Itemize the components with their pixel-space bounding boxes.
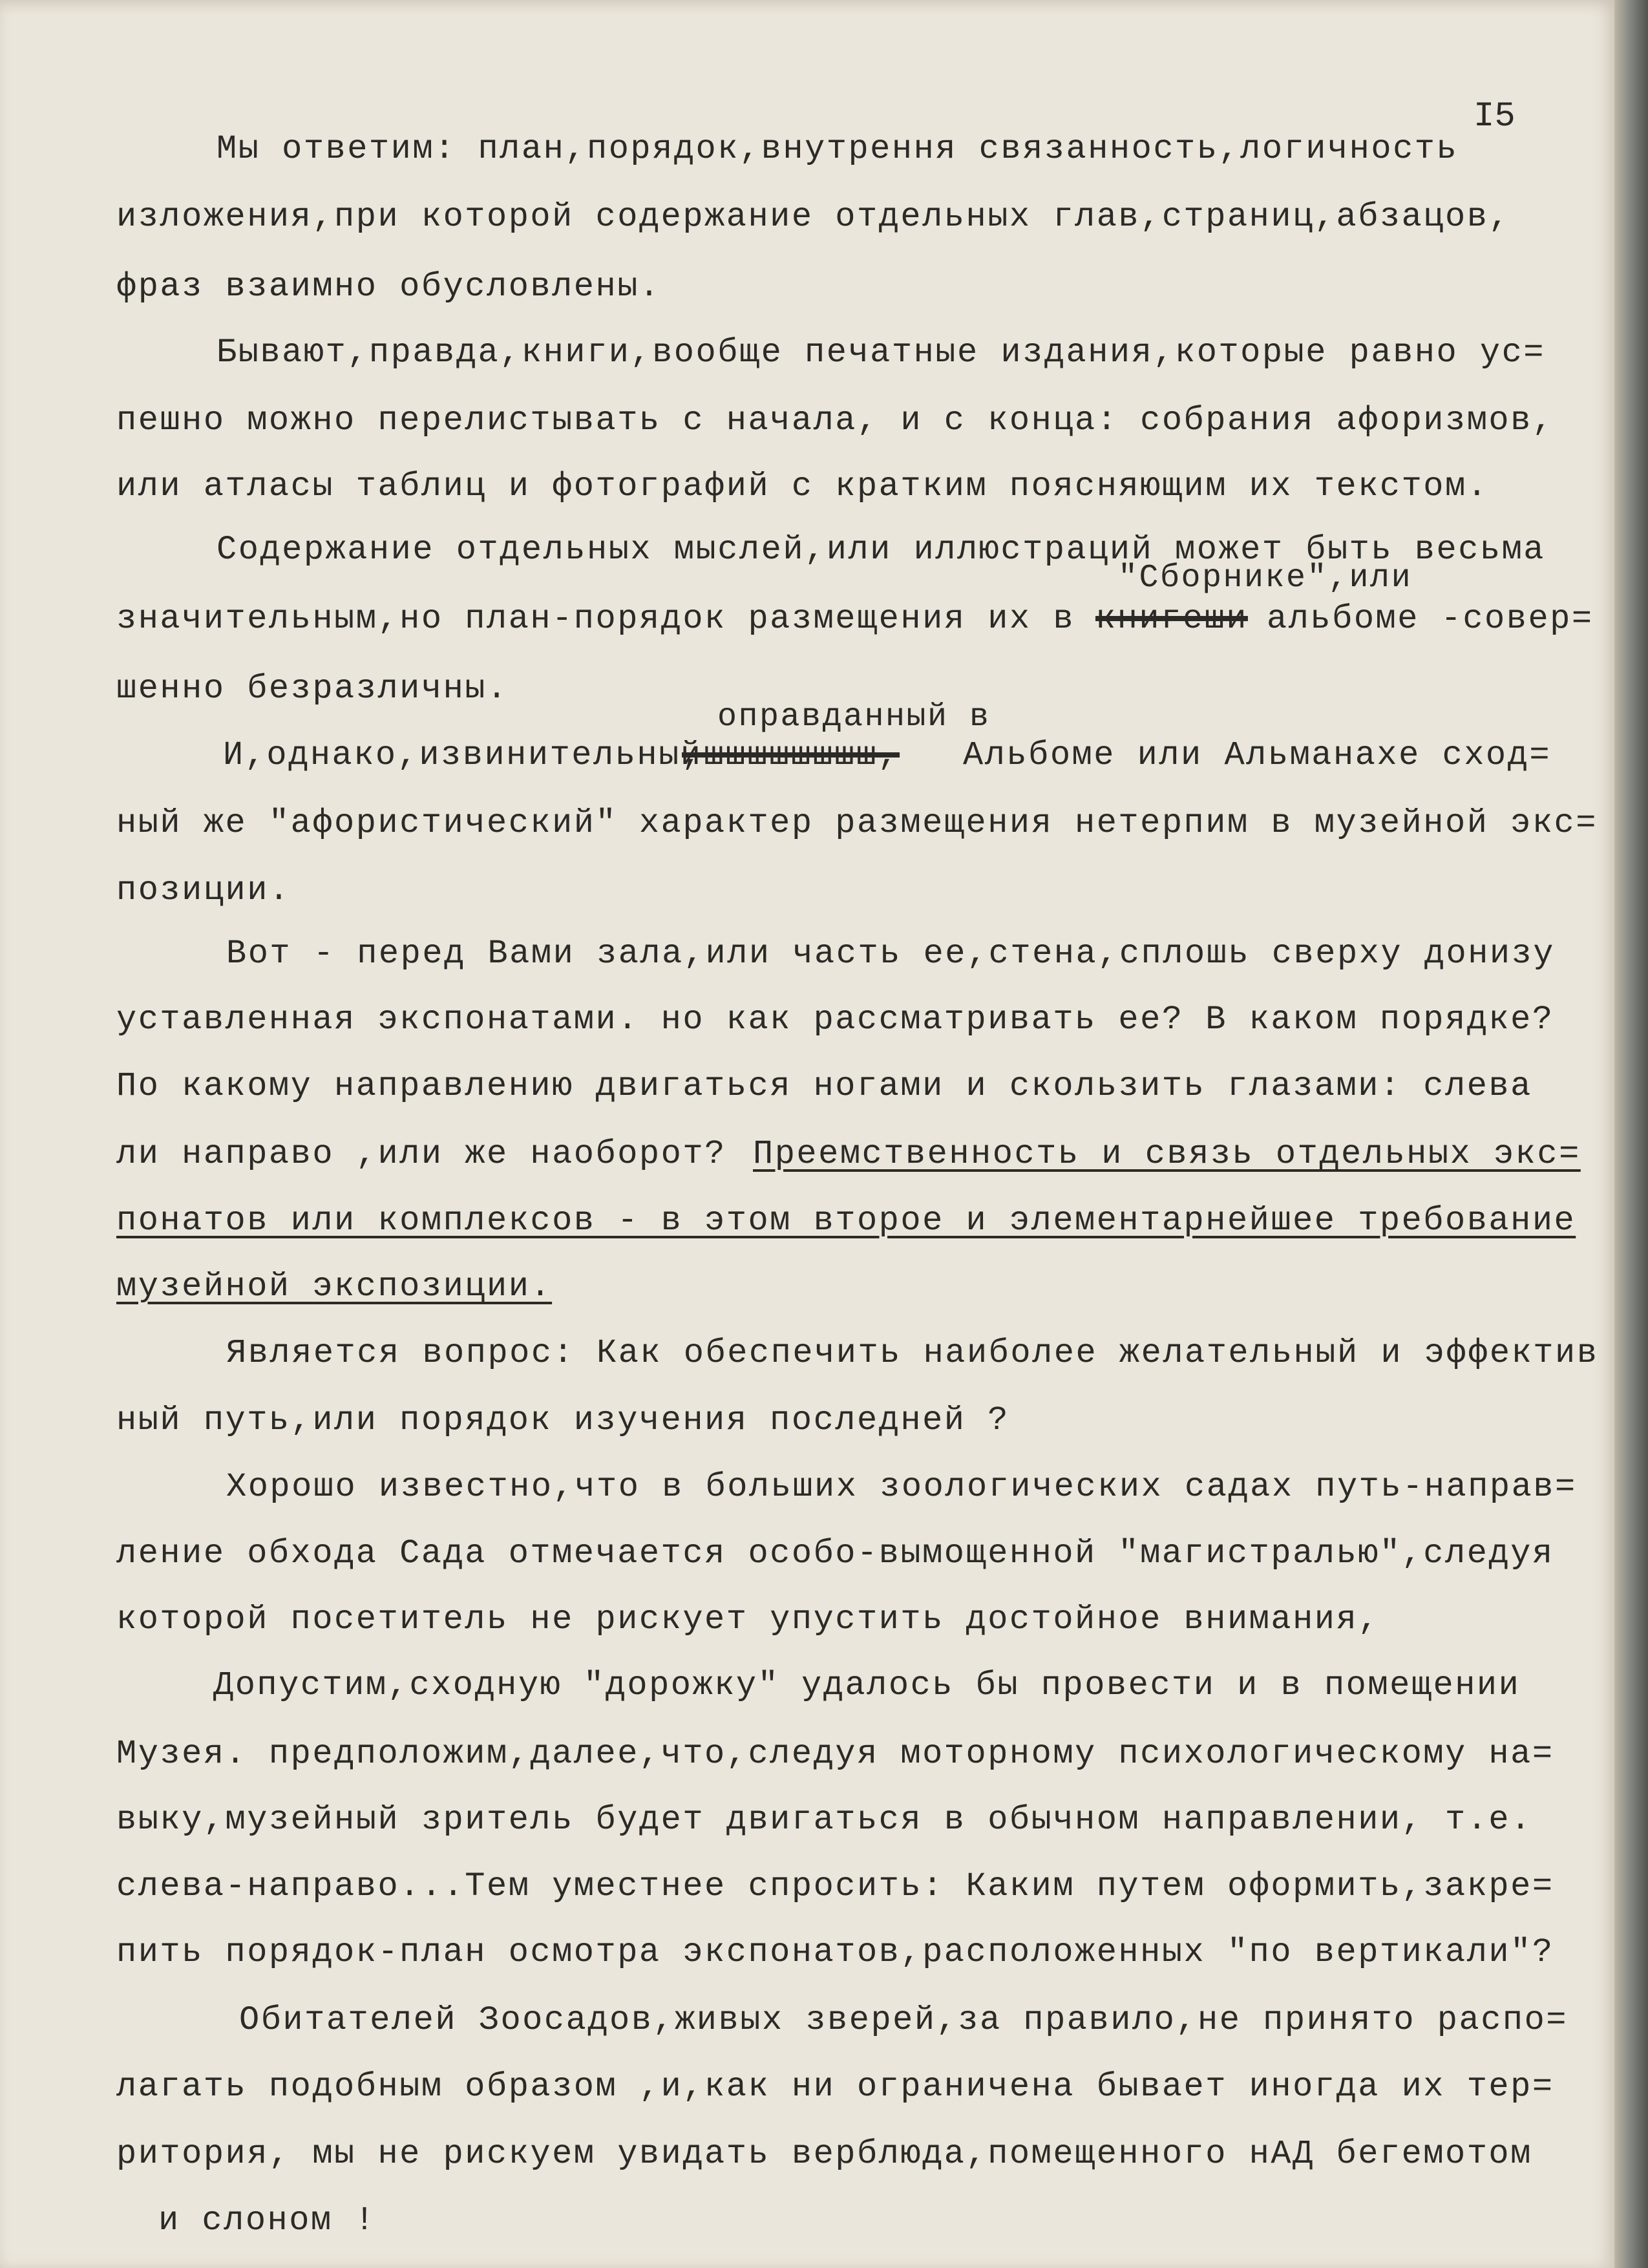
text-line: и слоном ! bbox=[158, 2201, 377, 2240]
text-line: Бывают,правда,книги,вообще печатные издания,которые равно ус= bbox=[217, 334, 1546, 372]
text-line: Вот - перед Вами зала,или часть ее,стена,сплошь сверху донизу bbox=[226, 935, 1556, 973]
struck-word: ,шшшшшшшш, bbox=[682, 736, 900, 774]
text-line: лагать подобным образом ,и,как ни ограничена бывает иногда их тер= bbox=[116, 2068, 1554, 2106]
text-line: ритория, мы не рискуем увидать верблюда,помещенного нАД бегемотом bbox=[116, 2135, 1532, 2173]
text-line: фраз взаимно обусловлены. bbox=[116, 268, 661, 306]
underlined-text: Преемственность и связь отдельных экс= bbox=[753, 1135, 1581, 1173]
text-line: Альбоме или Альманахе сход= bbox=[963, 736, 1552, 774]
text-insertion: "Сборнике",или bbox=[1118, 560, 1413, 597]
text-line: Допустим,сходную "дорожку" удалось бы провести и в помещении bbox=[213, 1666, 1521, 1704]
page-number: I5 bbox=[1474, 97, 1516, 136]
text-line: ление обхода Сада отмечается особо-вымощенной "магистралью",следуя bbox=[116, 1534, 1554, 1573]
text-line: Хорошо известно,что в больших зоологических садах путь-направ= bbox=[226, 1468, 1577, 1506]
text-line: Обитателей Зоосадов,живых зверей,за правило,не принято распо= bbox=[239, 2001, 1569, 2039]
text-line: ный же "афористический" характер размещения нетерпим в музейной экс= bbox=[116, 804, 1598, 842]
text-line: позиции. bbox=[116, 871, 291, 909]
background-edge bbox=[1614, 0, 1648, 2268]
text-line: Музея. предположим,далее,что,следуя моторному психологическому на= bbox=[116, 1735, 1554, 1773]
text-line: Мы ответим: план,порядок,внутрення связанность,логичность bbox=[217, 130, 1459, 168]
text-line: шенно безразличны. bbox=[116, 670, 509, 708]
text-line: уставленная экспонатами. но как рассматривать ее? В каком порядке? bbox=[116, 1001, 1554, 1039]
underlined-text: музейной экспозиции. bbox=[116, 1267, 553, 1306]
text-line: Является вопрос: Как обеспечить наиболее желательный и эффектив bbox=[226, 1334, 1599, 1372]
text-line: По какому направлению двигаться ногами и скользить глазами: слева bbox=[116, 1067, 1532, 1105]
struck-word: книгеши bbox=[1095, 600, 1248, 638]
text-line: И,однако,извинительный bbox=[223, 736, 703, 774]
text-line: пешно можно перелистывать с начала, и с конца: собрания афоризмов, bbox=[116, 401, 1554, 440]
text-line: значительным,но план-порядок размещения их в bbox=[116, 600, 1075, 638]
text-insertion: оправданный в bbox=[717, 699, 991, 736]
text-line: которой посетитель не рискует упустить достойное внимания, bbox=[116, 1600, 1380, 1638]
underlined-text: понатов или комплексов - в этом второе и элементарнейшее требование bbox=[116, 1202, 1576, 1240]
text-line: пить порядок-план осмотра экспонатов,расположенных "по вертикали"? bbox=[116, 1933, 1554, 1971]
text-line: изложения,при которой содержание отдельных глав,страниц,абзацов, bbox=[116, 198, 1511, 236]
text-line: Содержание отдельных мыслей,или иллюстраций может быть весьма bbox=[217, 531, 1546, 569]
text-line: выку,музейный зритель будет двигаться в обычном направлении, т.е. bbox=[116, 1801, 1532, 1839]
text-line: или атласы таблиц и фотографий с кратким поясняющим их текстом. bbox=[116, 467, 1489, 505]
text-line: ли направо ,или же наоборот? bbox=[116, 1135, 726, 1173]
text-line: слева-направо...Тем уместнее спросить: Каким путем оформить,закре= bbox=[116, 1867, 1554, 1905]
text-line: ный путь,или порядок изучения последней ? bbox=[116, 1401, 1009, 1439]
text-line: альбоме -совер= bbox=[1267, 600, 1594, 638]
